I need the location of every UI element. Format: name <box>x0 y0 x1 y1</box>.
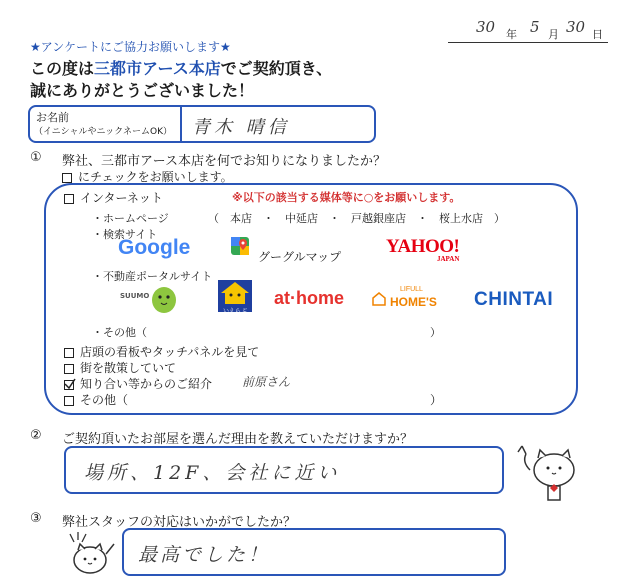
option-signboard[interactable] <box>64 343 259 360</box>
q2-answer-box[interactable] <box>64 446 504 494</box>
option-other-label: その他（ <box>80 393 129 407</box>
athome-logo[interactable]: at·home <box>274 288 345 308</box>
name-sublabel: （イニシャルやニックネームOK） <box>34 127 172 137</box>
date-day: 30 <box>566 18 586 36</box>
checkmark-icon <box>64 378 76 390</box>
internet-checkbox[interactable] <box>64 194 74 204</box>
option-walking-label: 街を散策していて <box>80 361 177 375</box>
media-note: ※以下の該当する媒体等に○をお願いします。 <box>232 191 461 204</box>
option-signboard-label: 店頭の看板やタッチパネルを見て <box>80 345 260 359</box>
date-day-unit: 日 <box>592 28 603 41</box>
cat-mascot-icon <box>512 440 582 506</box>
option-referral-label: 知り合い等からのご紹介 <box>80 377 213 391</box>
cheering-cat-icon <box>64 528 120 582</box>
option-referral[interactable] <box>64 375 212 392</box>
brand-name: 三都市アース本店 <box>94 59 221 78</box>
q1-number: ① <box>30 150 42 165</box>
portal-label: ・不動産ポータルサイト <box>92 270 213 283</box>
q3-text: 弊社スタッフの対応はいかがでしたか？ <box>62 515 297 530</box>
ierabu-text: いえらぶ <box>222 308 247 315</box>
option-walking-checkbox[interactable] <box>64 364 74 374</box>
date-field <box>448 16 608 43</box>
q2-answer: 場所、12F、会社に近い <box>84 462 341 484</box>
internet-label: インターネット <box>80 191 163 205</box>
name-box <box>28 105 376 143</box>
q2-number: ② <box>30 428 42 443</box>
date-month: 5 <box>530 18 540 36</box>
q3-answer-box[interactable] <box>122 528 506 576</box>
q1-text: 弊社、三都市アース本店を何でお知りになりましたか？ <box>62 154 386 169</box>
homes-house-icon <box>372 292 386 306</box>
option-referral-checkbox[interactable] <box>64 380 74 390</box>
store-options[interactable]: （ 本店 ・ 中延店 ・ 戸越銀座店 ・ 桜上水店 ） <box>208 212 505 225</box>
ierabu-logo[interactable] <box>218 280 252 315</box>
sample-checkbox <box>62 173 72 183</box>
google-maps-label: グーグルマップ <box>258 250 342 264</box>
thanks-prefix: この度は <box>30 59 95 78</box>
referral-note: 前原さん <box>242 375 291 389</box>
yahoo-logo-text: YAHOO! <box>386 236 460 257</box>
thanks-line-1 <box>30 56 332 79</box>
internet-option[interactable] <box>64 189 163 206</box>
q1-instruction-text: にチェックをお願いします。 <box>78 170 233 184</box>
thanks-line-2: 誠にありがとうございました！ <box>30 81 255 100</box>
suumo-mascot-icon <box>120 286 180 314</box>
chintai-logo[interactable]: CHINTAI <box>474 289 554 310</box>
q3-number: ③ <box>30 511 42 526</box>
q2-text: ご契約頂いたお部屋を選んだ理由を教えていただけますか？ <box>62 432 414 447</box>
q3-answer: 最高でした！ <box>138 544 271 566</box>
date-year-unit: 年 <box>506 28 517 41</box>
option-other[interactable] <box>64 391 128 408</box>
google-maps-icon[interactable] <box>230 236 250 256</box>
date-year: 30 <box>476 18 496 36</box>
suumo-text: SUUMO <box>120 292 150 300</box>
name-label: お名前 <box>36 111 69 124</box>
name-divider <box>180 107 182 141</box>
ierabu-house-icon <box>218 280 252 304</box>
intro-text: ★アンケートにご協力お願いします★ <box>30 40 231 54</box>
lifull-text: LIFULL <box>400 286 423 293</box>
option-other-close: ） <box>430 393 443 407</box>
other-online-label: ・その他（ <box>92 326 147 339</box>
google-logo[interactable] <box>118 236 190 260</box>
date-month-unit: 月 <box>548 28 559 41</box>
option-walking[interactable] <box>64 359 176 376</box>
option-other-checkbox[interactable] <box>64 396 74 406</box>
yahoo-japan-text: JAPAN <box>436 255 460 263</box>
option-signboard-checkbox[interactable] <box>64 348 74 358</box>
other-online-close: ） <box>430 326 441 339</box>
homes-text: HOME'S <box>390 295 437 309</box>
thanks-suffix: でご契約頂き、 <box>220 59 333 78</box>
name-value[interactable]: 青木 晴信 <box>192 117 290 138</box>
search-label: ・検索サイト <box>92 228 158 241</box>
google-logo-text: Google <box>118 236 191 259</box>
yahoo-logo[interactable] <box>386 236 459 263</box>
homepage-label: ・ホームページ <box>92 212 169 225</box>
